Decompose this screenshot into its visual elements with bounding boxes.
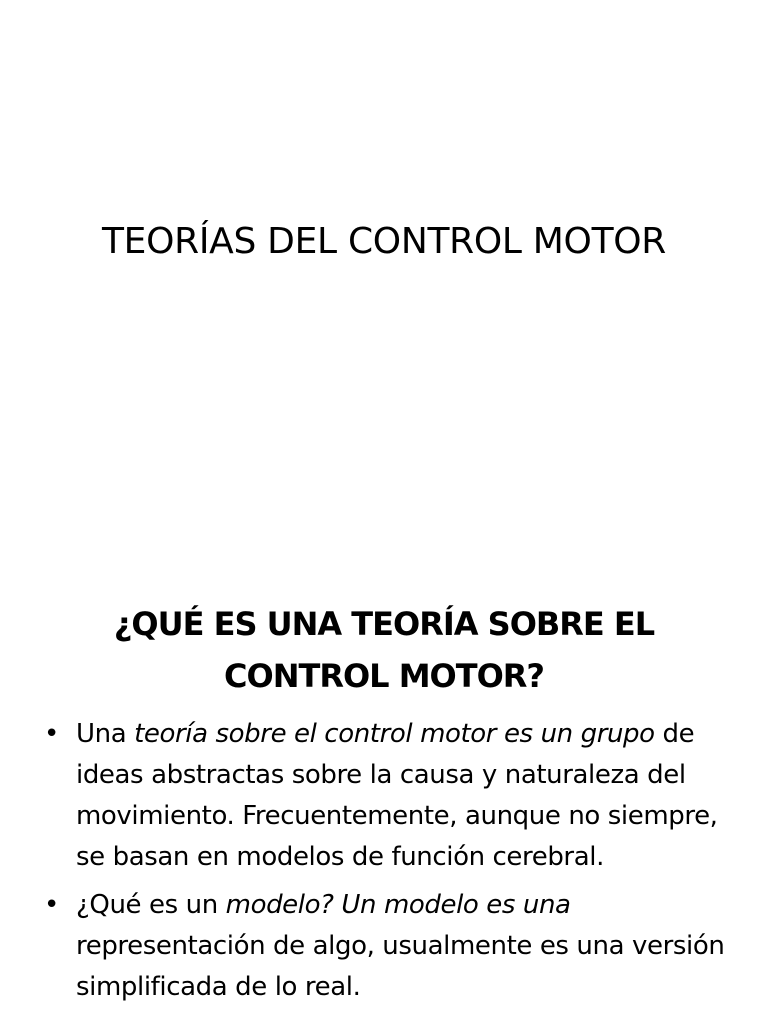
- heading-line-1: ¿QUÉ ES UNA TEORÍA SOBRE EL: [113, 605, 655, 643]
- bullet-list: [44, 714, 734, 1015]
- bullet-text-emphasis: teoría sobre el control motor es un grupo: [134, 719, 655, 749]
- bullet-item-model-definition: [44, 885, 734, 1008]
- bullet-icon: •: [44, 890, 59, 920]
- bullet-text-lead: ¿Qué es un: [76, 890, 226, 920]
- section-heading: [40, 598, 728, 702]
- bullet-text-rest: representación de algo, usualmente es una versión simplificada de lo real.: [76, 931, 725, 1002]
- bullet-icon: •: [44, 719, 59, 749]
- bullet-text-rest: de ideas abstractas sobre la causa y naturaleza del movimiento. Frecuentemente, aunque no siempre, se basan en modelos de función cerebral.: [76, 719, 718, 872]
- slide-title: TEORÍAS DEL CONTROL MOTOR: [101, 221, 667, 262]
- heading-line-2: CONTROL MOTOR?: [224, 657, 544, 695]
- bullet-text-lead: Una: [76, 719, 135, 749]
- content-slide: [0, 576, 768, 1024]
- bullet-text-emphasis: modelo? Un modelo es una: [225, 890, 571, 920]
- bullet-item-theory-definition: [44, 714, 734, 878]
